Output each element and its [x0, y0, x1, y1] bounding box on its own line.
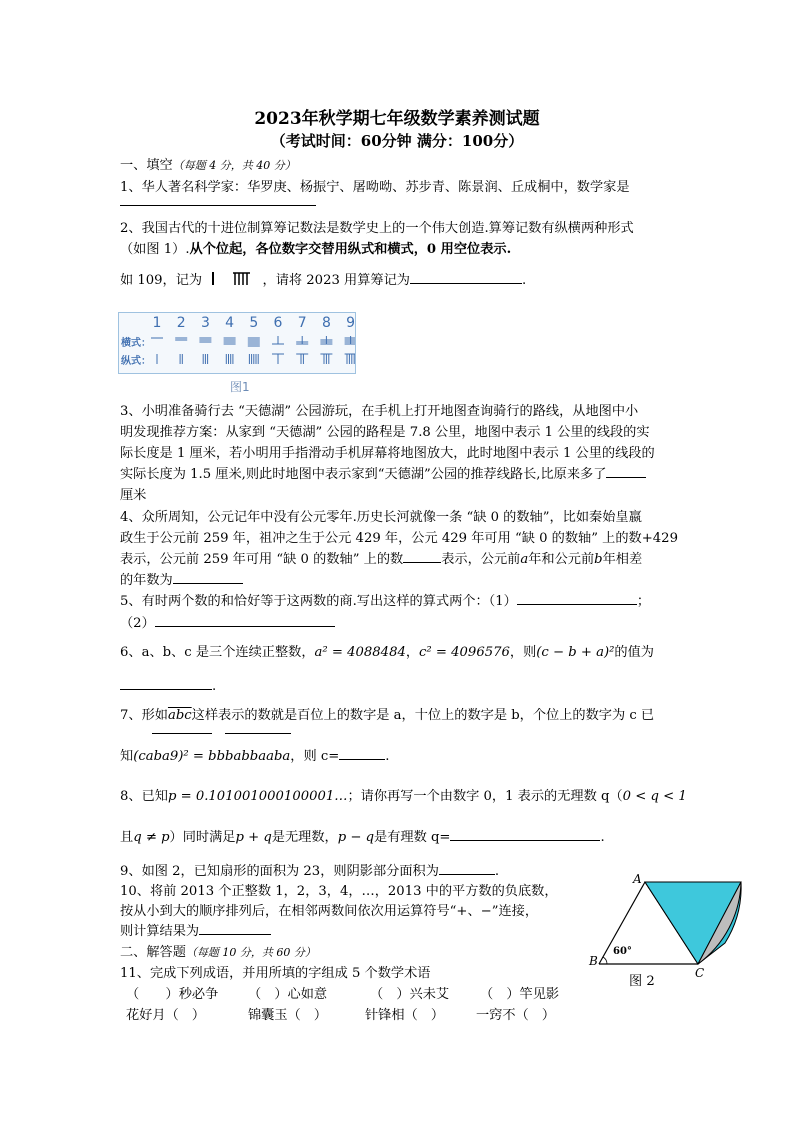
q11-row2-item3[interactable]: 一窍不（ ）: [476, 1008, 556, 1023]
q1-text: 1、华人著名科学家：华罗庚、杨振宁、屠呦呦、苏步青、陈景润、丘成桐中，数学家是: [120, 180, 630, 195]
q2-answer-blank[interactable]: [410, 270, 522, 284]
digit-label: 9: [346, 315, 355, 331]
digit-label: 3: [200, 315, 210, 331]
q6-eq1: a² = 4088484: [314, 645, 406, 660]
q11-row1-item0[interactable]: （ ）秒必争: [126, 987, 219, 1002]
q3-answer-blank[interactable]: [606, 464, 646, 478]
q8-line2e: 是无理数，: [271, 830, 338, 845]
q6-line2: [120, 676, 216, 694]
q2-line2: [120, 238, 511, 257]
q11-row1-item2[interactable]: （ ）兴未艾: [370, 987, 450, 1002]
angle-label: 60°: [613, 946, 632, 957]
q9-text: 9、如图 2，已知扇形的面积为 23，则阴影部分面积为: [120, 864, 439, 879]
point-c-label: C: [695, 966, 705, 980]
q4-answer-blank-2[interactable]: [173, 570, 243, 584]
point-b-label: B: [589, 954, 598, 968]
q5-answer-blank-1[interactable]: [517, 591, 637, 605]
q4-line3c: 年和公元前: [528, 552, 595, 567]
q10-line1: 10、将前 2013 个正整数 1，2，3，4，…，2013 中的平方数的负底数，: [120, 884, 558, 899]
section2-note: （每题 10 分，共 60 分）: [185, 946, 316, 959]
q3-line3: 际长度是 1 厘米，若小明用手指滑动手机屏幕将地图放大，此时地图中表示 1 公里的线段的: [120, 446, 655, 461]
q8-line2a: 且: [120, 830, 134, 845]
q7-overline-lhs: [152, 733, 212, 734]
q7-line1a: 7、形如: [120, 708, 168, 723]
section2-heading-text: 二、解答题: [120, 945, 186, 960]
q4-line3a: 表示，公元前 259 年可用 “缺 0 的数轴” 上的数: [120, 552, 404, 567]
q6-tail: ，则: [509, 645, 537, 660]
q8-line2: [120, 826, 605, 845]
q8-line1: [120, 785, 687, 804]
q5-end1: ；: [636, 594, 650, 609]
point-a-label: A: [633, 872, 642, 886]
q4-line3b: 表示，公元前: [441, 552, 521, 567]
section1-heading-text: 一、填空: [120, 158, 173, 173]
figure2-caption: 图 2: [629, 974, 655, 989]
q10-line3: [120, 920, 271, 939]
q2-line3b: ，请将 2023 用算筹记为: [262, 273, 410, 288]
q8-line1b: ；请你再写一个由数字 0，1 表示的无理数 q（: [347, 789, 623, 804]
q7-line1: [120, 704, 654, 723]
q4-line1: 4、众所周知，公元记年中没有公元零年.历史长河就像一条 “缺 0 的数轴”，比如秦始皇嬴: [120, 510, 642, 525]
q5-line2-text: （2）: [120, 616, 155, 631]
angle-arc: [603, 957, 607, 964]
q4-answer-blank-1[interactable]: [403, 549, 441, 563]
q7-overline-rhs: [225, 733, 291, 734]
q1-answer-blank[interactable]: [120, 195, 316, 206]
page-subtitle: （考试时间：60分钟 满分：100分）: [270, 132, 524, 150]
q7-abc: $\overline{abc}$: [167, 708, 192, 723]
figure1-svg: [119, 313, 355, 373]
q9-end: .: [494, 864, 500, 879]
digit-label: 7: [297, 315, 307, 331]
q11-row2-item2[interactable]: 针锋相（ ）: [365, 1008, 445, 1023]
section1-heading: [120, 154, 296, 173]
q10-line3-text: 则计算结果为: [120, 924, 200, 939]
figure2: [585, 868, 755, 988]
q7-answer-blank[interactable]: [339, 746, 385, 760]
q11-line1: 11、完成下列成语，并用所填的字组成 5 个数学术语: [120, 966, 431, 981]
q3-line5: 厘米: [120, 488, 147, 503]
figure2-svg: [585, 868, 755, 988]
q11-row1-item3[interactable]: （ ）竿见影: [480, 987, 560, 1002]
digit-label: 4: [225, 315, 235, 331]
section2-heading: [120, 941, 316, 960]
q11-row1-item1[interactable]: （ ）心如意: [248, 987, 328, 1002]
q8-line1c: 0 < q < 1: [622, 789, 687, 804]
q9-line: [120, 860, 499, 879]
q8-line1a: 8、已知: [120, 789, 168, 804]
q6-eq2: c² = 4096576: [419, 645, 510, 660]
q7-rhs: bbbabbaaba: [208, 749, 291, 764]
q8-line2f: p − q: [337, 830, 375, 845]
q6-answer-blank[interactable]: [120, 676, 212, 690]
q11-row2-item1[interactable]: 锦囊玉（ ）: [248, 1008, 328, 1023]
digit-label: 6: [273, 315, 283, 331]
q10-line2: 按从小到大的顺序排列后，在相邻两数间依次用运算符号“+、−”连接，: [120, 904, 539, 919]
q7-line2b: ，则 c=: [290, 749, 340, 764]
q6-text: 6、a、b、c 是三个连续正整数，: [120, 645, 315, 660]
q2-line1: 2、我国古代的十进位制算筹记数法是数学史上的一个伟大创造.算筹记数有纵横两种形式: [120, 221, 634, 236]
q8-p: p = 0.101001000100001…: [167, 789, 348, 804]
q8-line2g: 是有理数 q=: [374, 830, 451, 845]
page-title: 2023年秋学期七年级数学素养测试题: [254, 109, 540, 129]
q8-answer-blank[interactable]: [450, 827, 600, 841]
q9-answer-blank[interactable]: [439, 861, 495, 875]
q2-line3a: 如 109，记为: [120, 273, 203, 288]
q7-eq: =: [188, 749, 209, 764]
q4-line3: [120, 548, 642, 567]
q3-line4: [120, 463, 646, 482]
q10-answer-blank[interactable]: [199, 921, 271, 935]
figure1-rod-table: [118, 312, 356, 374]
row-label-horizontal: 横式：: [121, 338, 151, 349]
q8-end: .: [600, 830, 605, 845]
q8-line2c: ）同时满足: [169, 830, 236, 845]
q2-line2a: （如图 1）.: [120, 242, 190, 257]
digit-label: 1: [152, 315, 162, 331]
q3-line2: 明发现推荐方案：从家到 “天德湖” 公园的路程是 7.8 公里，地图中表示 1 公里的线段的实: [120, 425, 650, 440]
q7-lhs: (caba9)²: [133, 749, 189, 764]
q3-line4-text: 实际长度为 1.5 厘米,则此时地图中表示家到“天德湖”公园的推荐线路长,比原来多了: [120, 467, 607, 482]
q11-row2-item0[interactable]: 花好月（ ）: [126, 1008, 206, 1023]
q4-line4: [120, 569, 243, 588]
q5-answer-blank-2[interactable]: [155, 613, 335, 627]
figure1-caption: 图1: [230, 380, 250, 394]
q7-line2: [120, 745, 389, 764]
q6-line1: 6、a、b、c 是三个连续正整数，a² = 4088484，c² = 4096576，则(c − b + a)²的值为: [120, 645, 654, 660]
rod-109-icon: [206, 271, 258, 291]
section1-note: （每题 4 分，共 40 分）: [172, 159, 296, 172]
q7-line2a: 知: [120, 749, 134, 764]
q2-line3: 如 109，记为 ，请将 2023 用算筹记为 .: [120, 269, 526, 291]
q2-line2b: 从个位起，各位数字交替用纵式和横式，0 用空位表示.: [189, 242, 512, 257]
q4-line3d: 年相差: [602, 552, 643, 567]
q4-line4-text: 的年数为: [120, 573, 173, 588]
q5-line2: [120, 612, 335, 631]
digit-label: 8: [321, 315, 331, 331]
q3-line1: 3、小明准备骑行去 “天德湖” 公园游玩，在手机上打开地图查询骑行的路线，从地图中小: [120, 404, 639, 419]
q5-line1-text: 5、有时两个数的和恰好等于这两数的商.写出这样的算式两个：（1）: [120, 594, 517, 609]
var-a: a: [520, 552, 529, 567]
digit-label: 2: [176, 315, 186, 331]
q6-end: .: [212, 679, 217, 694]
q4-line2: 政生于公元前 259 年，祖冲之生于公元 429 年，公元 429 年可用 “缺 0 的数轴” 上的数+429: [120, 531, 678, 546]
q5-line1: [120, 590, 650, 609]
q7-end: .: [385, 749, 390, 764]
row-label-vertical: 纵式：: [121, 356, 151, 367]
q6-expr: (c − b + a)²: [536, 645, 615, 660]
var-b: b: [594, 552, 603, 567]
q8-line2b: q ≠ p: [133, 830, 170, 845]
q8-line2d: p + q: [235, 830, 272, 845]
digit-label: 5: [249, 315, 259, 331]
q7-line1b: 这样表示的数就是百位上的数字是 a，十位上的数字是 b，个位上的数字为 c 已: [191, 708, 655, 723]
q6-tail2: 的值为: [614, 645, 654, 660]
